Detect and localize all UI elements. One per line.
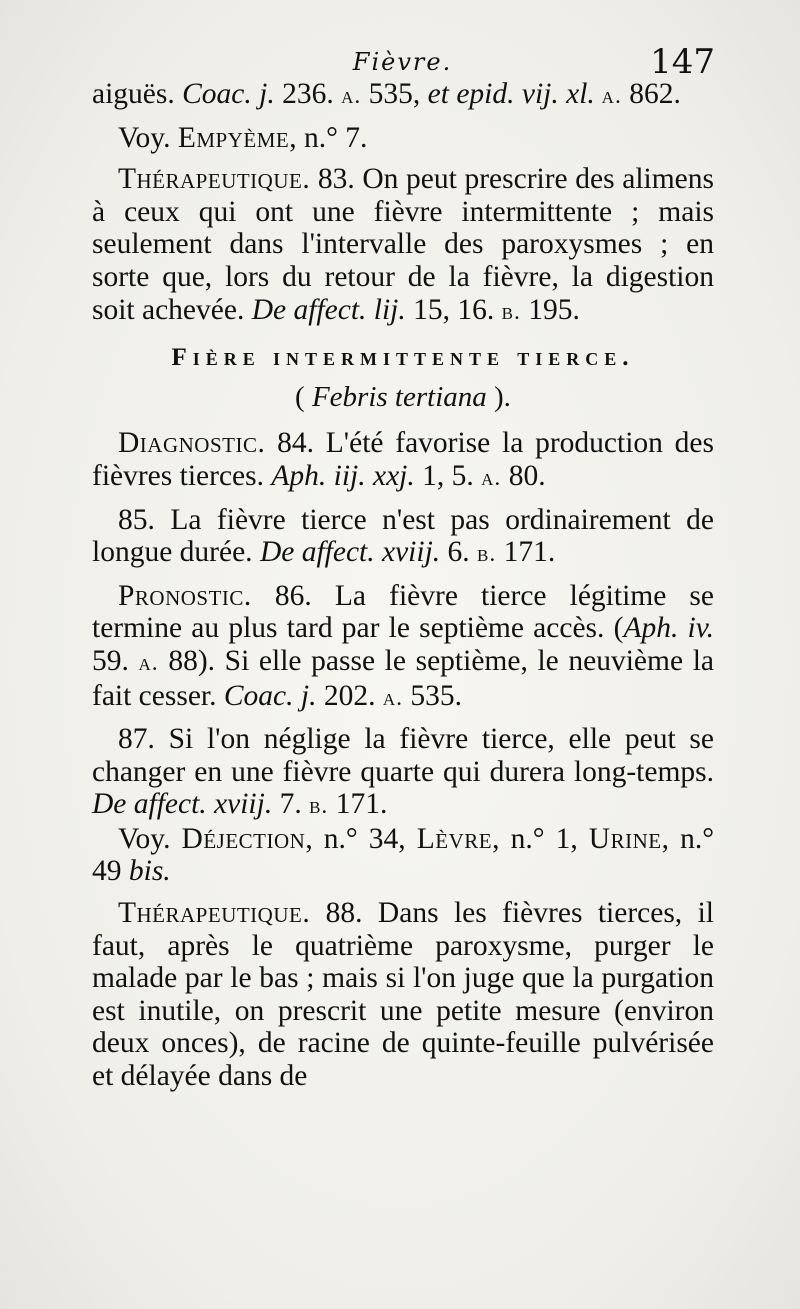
section-label: Thérapeutique. — [118, 163, 311, 196]
page-number: 147 — [650, 42, 715, 82]
text: ). — [486, 380, 511, 413]
paragraph-1 — [92, 78, 714, 113]
citation: Aph. iij. xxj. — [271, 459, 415, 492]
text: Voy. — [118, 822, 182, 855]
citation-section: a. — [382, 684, 404, 711]
citation-section: b. — [309, 793, 329, 820]
text: , n.° 7. — [289, 121, 368, 154]
citation: Coac. j. — [223, 679, 317, 712]
page-header — [90, 42, 715, 82]
paragraph-therapeutique-88 — [92, 897, 714, 1093]
text: 1, 5. — [414, 459, 482, 492]
text: bis. — [128, 855, 171, 888]
cross-reference: Empyème — [177, 121, 290, 154]
paragraph-85 — [92, 504, 714, 571]
text: 87. Si l'on néglige la fièvre tierce, elle peut se changer en une fièvre quarte qui durera long-temps. — [92, 723, 714, 788]
text: 535, — [361, 78, 428, 110]
text: Voy. — [118, 121, 178, 154]
citation: et epid. vij. xl. — [427, 78, 595, 110]
paragraph-therapeutique-83 — [92, 163, 714, 328]
text: 88). Si elle passe le septième, le neuvième la fait cesser. — [92, 644, 714, 712]
text: , n.° 49 — [92, 822, 714, 888]
text: 862. — [621, 78, 681, 110]
section-label: Thérapeutique. — [118, 897, 311, 930]
section-label: Diagnostic. — [118, 427, 266, 460]
text: 535. — [403, 679, 463, 712]
text: 59. — [92, 644, 139, 677]
citation: Aph. iv. — [623, 612, 715, 645]
citation: Coac. j. — [182, 78, 275, 110]
citation-section: b. — [477, 541, 497, 568]
citation: De affect. xviij. — [259, 536, 441, 569]
text: 84. L'été favorise la production des fièvres tierces. — [92, 427, 714, 492]
citation-section: a. — [138, 649, 159, 676]
running-title: Fièvre. — [352, 48, 453, 76]
text: 236. — [274, 78, 342, 110]
body-text — [92, 78, 714, 1093]
paragraph-87 — [92, 723, 714, 823]
text: 6. — [440, 536, 478, 569]
latin-name: Febris tertiana — [311, 380, 487, 413]
cross-reference: Lèvre — [416, 822, 493, 855]
paragraph-voy-empyeme — [92, 122, 714, 155]
section-heading: Fière intermittente tierce. — [171, 344, 635, 372]
text: ( — [295, 380, 312, 413]
text: 86. La fièvre tierce légitime se termine au plus tard par le septième accès. ( — [92, 579, 714, 645]
cross-reference: Urine — [588, 822, 662, 855]
text: 171. — [328, 788, 388, 821]
cross-reference: Déjection — [181, 822, 306, 855]
citation: De affect. xviij. — [92, 788, 273, 821]
text: , n.° 1, — [492, 822, 589, 855]
text: 202. — [316, 679, 383, 712]
citation-section: b. — [501, 298, 521, 325]
text: 88. Dans les fièvres tierces, il faut, après le quatrième paroxysme, purger le malade par le bas ; mais si l'on juge que la purgation est inutile, on prescrit une petite mesure (environ deux onces), de racine de quinte-feuille pulvérisée et délayée dans de — [92, 897, 714, 1093]
section-subheading — [92, 381, 714, 414]
text: aiguës. — [92, 78, 183, 110]
text: 171. — [496, 536, 556, 569]
citation-section: a. — [481, 464, 502, 491]
text: , n.° 34, — [305, 822, 417, 855]
text: 83. On peut prescrire des alimens à ceux qui ont une fièvre intermittente ; mais seulement dans l'intervalle des paroxysmes ; en sorte que, lors du retour de la fièvre, la digestion soit achevée. — [92, 163, 714, 326]
citation: De affect. lij. — [251, 293, 406, 326]
citation-section: a. — [341, 83, 362, 109]
paragraph-pronostic-86 — [92, 580, 714, 714]
text: 7. — [272, 788, 310, 821]
text: 195. — [520, 293, 580, 326]
section-label: Pronostic. — [118, 579, 252, 612]
text: 15, 16. — [405, 293, 502, 326]
paragraph-diagnostic-84 — [92, 427, 714, 494]
text: 80. — [501, 459, 546, 492]
text: 85. La fièvre tierce n'est pas ordinairement de longue durée. — [92, 503, 714, 569]
paragraph-voy-cross-refs — [92, 823, 714, 888]
citation-section: a. — [594, 83, 622, 109]
